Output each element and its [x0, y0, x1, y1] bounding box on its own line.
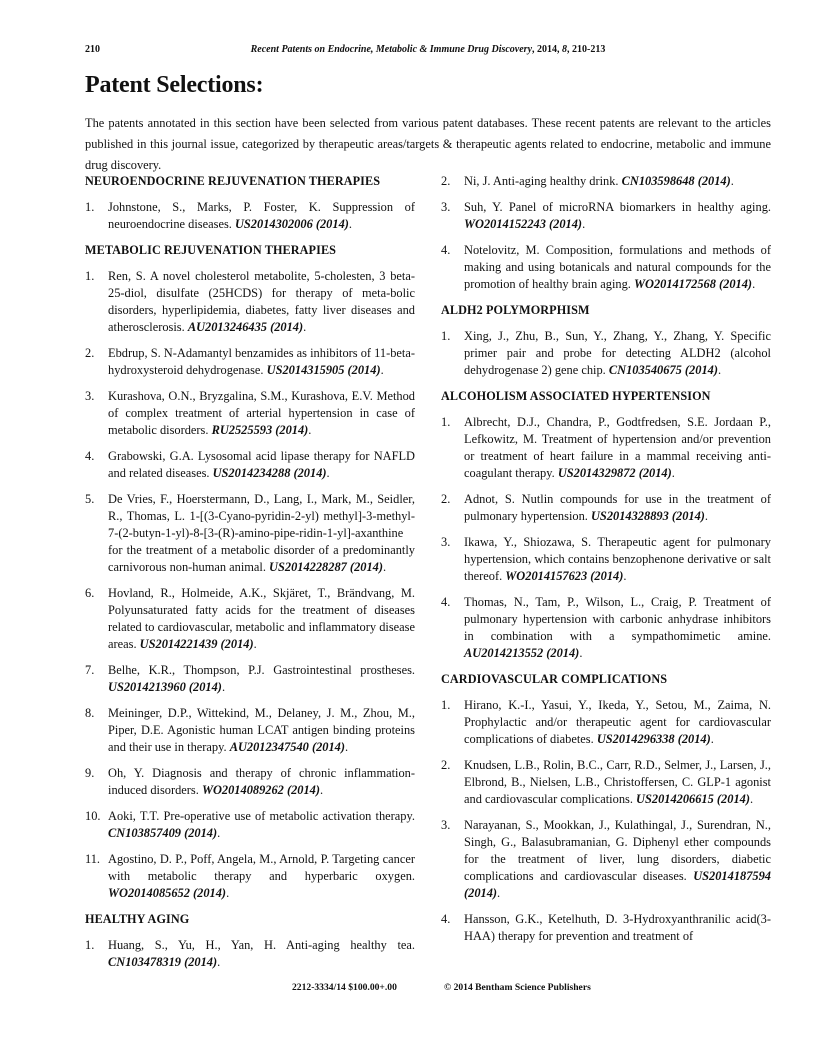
punctuation: . [579, 646, 583, 660]
item-number: 4. [85, 449, 95, 463]
patent-number: WO2014172568 (2014) [634, 277, 753, 291]
item-citation-text: Ikawa, Y., Shiozawa, S. Therapeutic agent for pulmonary hypertension, which contains benzophenone derivative or salt thereof. [464, 535, 771, 583]
item-citation-text: Adnot, S. Nutlin compounds for use in the treatment of pulmonary hypertension. [464, 492, 771, 523]
patent-list-item [441, 757, 771, 808]
patent-number: US2014315905 (2014) [266, 363, 381, 377]
item-number: 11. [85, 852, 101, 866]
item-citation-text: Ebdrup, S. N-Adamantyl benzamides as inhibitors of 11-beta-hydroxysteroid dehydrogenase. [108, 346, 415, 377]
section-heading: METABOLIC REJUVENATION THERAPIES [85, 243, 337, 257]
punctuation: . [382, 560, 387, 574]
item-citation-text: Huang, S., Yu, H., Yan, H. Anti-aging healthy tea. [108, 938, 415, 952]
item-number: 2. [85, 346, 95, 360]
item-number: 1. [85, 269, 95, 283]
patent-list-item [441, 242, 771, 293]
punctuation: . [730, 174, 734, 188]
patent-list-item [85, 448, 415, 482]
item-number: 9. [85, 766, 95, 780]
punctuation: . [308, 423, 312, 437]
item-citation-text: Hansson, G.K., Ketelhuth, D. 3-Hydroxyanthranilic acid(3-HAA) therapy for prevention and treatment of [464, 912, 771, 943]
patent-number: US2014206615 (2014) [636, 792, 750, 806]
punctuation: . [320, 783, 324, 797]
item-citation-text: Grabowski, G.A. Lysosomal acid lipase therapy for NAFLD and related diseases. [108, 449, 415, 480]
item-number: 3. [441, 535, 451, 549]
punctuation: . [717, 363, 722, 377]
punctuation: . [671, 466, 675, 480]
patent-list-item [441, 911, 771, 945]
left-column [85, 173, 415, 980]
patent-number: WO2014157623 (2014) [505, 569, 624, 583]
item-number: 2. [441, 492, 451, 506]
item-number: 1. [85, 938, 95, 952]
item-citation-text: Meininger, D.P., Wittekind, M., Delaney, J. M., Zhou, M., Piper, D.E. Agonistic human LCAT antigen binding proteins and their use in therapy. [108, 706, 415, 754]
item-citation-text: Ni, J. Anti-aging healthy drink. [464, 174, 622, 188]
punctuation: . [221, 680, 226, 694]
patent-number: CN103857409 (2014) [108, 826, 218, 840]
patent-number: US2014296338 (2014) [596, 732, 711, 746]
item-number: 10. [85, 809, 101, 823]
item-number: 2. [441, 174, 451, 188]
item-citation-text: Narayanan, S., Mookkan, J., Kulathingal, J., Surendran, N., Singh, G., Balasubramanian, G. Diphenyl ether compounds for the treatment of liver, lung disorders, diabetic complications and cardiovascular diseases. [464, 818, 771, 883]
patent-list-item [441, 414, 771, 482]
item-citation-text: Agostino, D. P., Poff, Angela, M., Arnold, P. Targeting cancer with metabolic therapy and hyperbaric oxygen. [108, 852, 415, 883]
punctuation: . [253, 637, 257, 651]
patent-number: CN103540675 (2014) [608, 363, 718, 377]
patent-number: RU2525593 (2014) [211, 423, 309, 437]
item-citation-text: Kurashova, O.N., Bryzgalina, S.M., Kurashova, E.V. Method of complex treatment of arterial hypertension in case of metabolic disorders. [108, 389, 415, 437]
patent-number: US2014221439 (2014) [139, 637, 254, 651]
item-citation-text: Albrecht, D.J., Chandra, P., Godtfredsen, S.E. Jordaan P., Lefkowitz, M. Treatment of hypertension and/or prevention or treatment of heart failure in a mammal receiving anti-coagulant therapy. [464, 415, 771, 480]
journal-volume: 8 [562, 44, 568, 55]
patent-number: AU2014213552 (2014) [464, 646, 580, 660]
right-column [441, 173, 771, 954]
patent-number: WO2014089262 (2014) [201, 783, 321, 797]
patent-number: US2014329872 (2014) [557, 466, 672, 480]
patent-list-item [85, 388, 415, 439]
item-number: 3. [85, 389, 95, 403]
patent-list-item [441, 199, 771, 233]
punctuation: . [704, 509, 709, 523]
punctuation: . [345, 740, 349, 754]
patent-list-item [441, 697, 771, 748]
item-number: 1. [441, 698, 451, 712]
patent-list-item [85, 585, 415, 653]
item-number: 7. [85, 663, 95, 677]
patent-list-item [441, 328, 771, 379]
patent-number: US2014228287 (2014) [269, 560, 383, 574]
section-heading: HEALTHY AGING [85, 912, 190, 926]
item-number: 4. [441, 595, 451, 609]
section-heading: CARDIOVASCULAR COMPLICATIONS [441, 672, 668, 686]
patent-list-item [85, 345, 415, 379]
punctuation: . [710, 732, 714, 746]
punctuation: . [303, 320, 307, 334]
patent-list-item [85, 705, 415, 756]
item-citation-text: Oh, Y. Diagnosis and therapy of chronic inflammation-induced disorders. [108, 766, 415, 797]
punctuation: . [217, 955, 221, 969]
patent-list-item [85, 937, 415, 971]
section-heading: ALCOHOLISM ASSOCIATED HYPERTENSION [441, 389, 711, 403]
patent-number: CN103598648 (2014) [621, 174, 731, 188]
item-citation-text: Aoki, T.T. Pre-operative use of metabolic activation therapy. [108, 809, 415, 823]
journal-name: Recent Patents on Endocrine, Metabolic & Immune Drug Discovery [250, 44, 533, 55]
patent-list-item [85, 662, 415, 696]
punctuation: . [326, 466, 330, 480]
item-citation-text: Belhe, K.R., Thompson, P.J. Gastrointestinal prostheses. [108, 663, 415, 677]
patent-number: US2014187594 (2014) [464, 869, 771, 900]
item-citation-text: De Vries, F., Hoerstermann, D., Lang, I., Mark, M., Seidler, R., Thomas, L. 1-[(3-Cyano-pyridin-2-yl) methyl]-3-methyl-7-(2-butyn-1-yl)-8-[3-(R)-amino-pipe-ridin-1-yl]-axanthine for the treatment of a metabolic disorder of a predominantly carnivorous non-human animal. [108, 492, 415, 574]
patent-list-item [441, 173, 771, 190]
patent-list-item [441, 491, 771, 525]
punctuation: . [348, 217, 353, 231]
punctuation: . [749, 792, 754, 806]
patent-list-item [85, 851, 415, 902]
patent-number: US2014213960 (2014) [108, 680, 222, 694]
patent-number: CN103478319 (2014) [108, 955, 218, 969]
intro-paragraph: The patents annotated in this section have been selected from various patent databases. These recent patents are relevant to the articles published in this journal issue, categorized by therapeutic areas/targets & therapeutic agents related to endocrine, metabolic and immune drug discovery. [85, 116, 771, 172]
patent-list-item [85, 491, 415, 576]
punctuation: . [380, 363, 384, 377]
item-citation-text: Knudsen, L.B., Rolin, B.C., Carr, R.D., Selmer, J., Larsen, J., Elbrond, B., Nielsen, L.B., Christoffersen, C. GLP-1 agonist and cardiovascular complications. [464, 758, 771, 806]
patent-number: US2014302006 (2014) [234, 217, 349, 231]
item-citation-text: Hirano, K.-I., Yasui, Y., Ikeda, Y., Setou, M., Zaima, N. Prophylactic and/or therapeutic agent for cardiovascular complications of diabetes. [464, 698, 771, 746]
item-number: 1. [441, 329, 451, 343]
patent-list-item [85, 808, 415, 842]
patent-list-item [441, 594, 771, 662]
punctuation: . [217, 826, 221, 840]
item-number: 3. [441, 818, 451, 832]
patent-list-item [441, 817, 771, 902]
patent-list-item [441, 534, 771, 585]
item-number: 1. [85, 200, 95, 214]
patent-number: AU2013246435 (2014) [187, 320, 304, 334]
patent-number: US2014234288 (2014) [212, 466, 327, 480]
item-number: 2. [441, 758, 451, 772]
patent-list-item [85, 765, 415, 799]
item-citation-text: Xing, J., Zhu, B., Sun, Y., Zhang, Y., Zhang, Y. Specific primer pair and probe for detecting ALDH2 (alcohol dehydrogenase 2) gene chip. [464, 329, 771, 377]
footer-issn-price: 2212-3334/14 $100.00+.00 [292, 982, 397, 993]
punctuation: . [582, 217, 586, 231]
running-head [85, 44, 771, 58]
page-number: 210 [85, 44, 100, 55]
item-number: 8. [85, 706, 95, 720]
section-heading: ALDH2 POLYMORPHISM [441, 303, 590, 317]
punctuation: . [752, 277, 756, 291]
item-citation-text: Suh, Y. Panel of microRNA biomarkers in healthy aging. [464, 200, 771, 214]
punctuation: . [497, 886, 501, 900]
patent-list-item [85, 268, 415, 336]
journal-citation: Recent Patents on Endocrine, Metabolic & Immune Drug Discovery, 2014, 8, 210-213 [250, 44, 606, 55]
item-citation-text: Ren, S. A novel cholesterol metabolite, 5-cholesten, 3 beta-25-diol, disulfate (25HCDS) for therapy of meta-bolic disorders, hyperlipidemia, diabetes, fatty liver diseases and atherosclerosis. [108, 269, 415, 334]
item-citation-text: Johnstone, S., Marks, P. Foster, K. Suppression of neuroendocrine diseases. [108, 200, 415, 231]
item-number: 4. [441, 243, 451, 257]
patent-number: WO2014085652 (2014) [108, 886, 227, 900]
item-citation-text: Notelovitz, M. Composition, formulations and methods of making and using botanicals and natural compounds for the promotion of healthy brain aging. [464, 243, 771, 291]
item-number: 1. [441, 415, 451, 429]
item-number: 4. [441, 912, 451, 926]
patent-number: AU2012347540 (2014) [229, 740, 345, 754]
item-citation-text: Hovland, R., Holmeide, A.K., Skjäret, T., Brändvang, M. Polyunsaturated fatty acids for the treatment of diseases related to cardiovascular, metabolic and inflammatory disease areas. [108, 586, 415, 651]
punctuation: . [623, 569, 627, 583]
item-number: 5. [85, 492, 95, 506]
section-heading: NEUROENDOCRINE REJUVENATION THERAPIES [85, 174, 381, 188]
journal-year: 2014 [537, 44, 558, 55]
patent-list-item [85, 199, 415, 233]
page-title: Patent Selections: [85, 72, 264, 98]
item-number: 6. [85, 586, 95, 600]
patent-number: US2014328893 (2014) [590, 509, 705, 523]
item-number: 3. [441, 200, 451, 214]
footer-copyright: © 2014 Bentham Science Publishers [444, 982, 591, 993]
punctuation: . [226, 886, 230, 900]
item-citation-text: Thomas, N., Tam, P., Wilson, L., Craig, P. Treatment of pulmonary hypertension with carbonic anhydrase inhibitors in combination with a sympathomimetic amine. [464, 595, 771, 643]
journal-pages: 210-213 [572, 44, 606, 55]
patent-number: WO2014152243 (2014) [464, 217, 583, 231]
